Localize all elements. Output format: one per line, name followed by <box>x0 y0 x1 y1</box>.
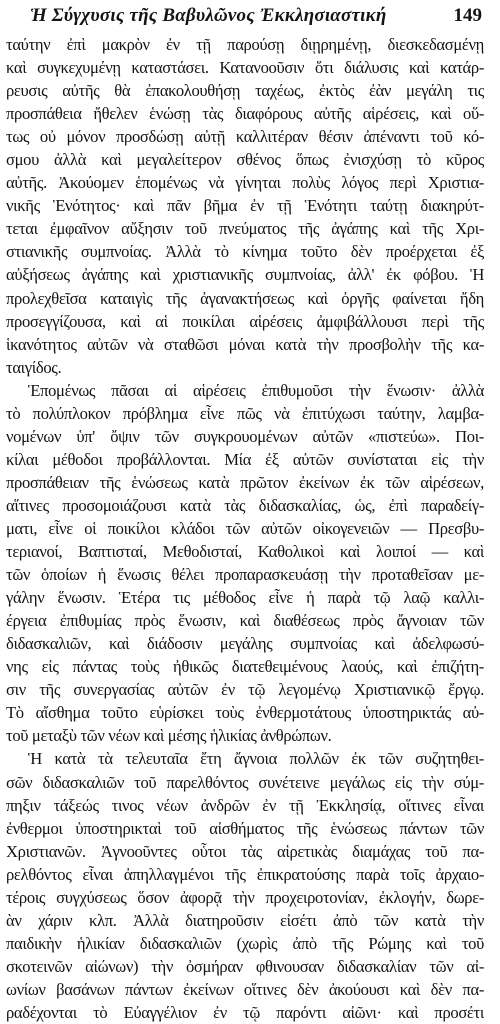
text-line: τεται ἐμφαῖνον αὔξησιν τοῦ πνεύματος τῆς ἀγάπης καὶ τῆς Χρι- <box>6 219 484 239</box>
text-line: σκοτεινῶν αἰώνων) τὴν ὀσμήραν φθινουσαν διδασκαλίαν τῶν αἰ- <box>6 956 484 976</box>
text-line: ταιγίδος. <box>6 357 62 377</box>
text-line: προλεχθεῖσα καταιγὶς τῆς ἀγανακτήσεως καὶ ὀργῆς φαίνεται ἤδη <box>6 288 484 308</box>
text-line: καὶ συγκεχυμένῃ καταστάσει. Κατανοοῦσιν ὅτι διάλυσις καὶ κατάρ- <box>6 58 484 78</box>
text-line: νικῆς Ἑνότητος· καὶ πᾶν βῆμα ἐν τῇ Ἑνότητι ταύτῃ διακηρύτ- <box>6 196 484 216</box>
text-line: αὐξήσεως ἀγάπης καὶ χριστιανικῆς συμπνοίας, ἀλλ' ἐκ φόβου. Ἡ <box>6 265 484 285</box>
text-line: προσεγγίζουσα, καὶ αἱ ποικίλαι αἱρέσεις ἀμφιβάλλουσι περὶ τῆς <box>6 311 484 331</box>
text-line: προσπάθειαν τῆς ἑνώσεως κατὰ πρῶτον ἐκείνων ἐκ τῶν αἱρέσεων, <box>6 472 484 492</box>
text-line: ρελθόντος εἶναι ἀπηλλαγμένοι τῆς ἐπικρατούσης παρὰ τοῖς ἀρχαιο- <box>6 864 484 884</box>
text-line: ρευσις αὐτῆς θὰ ἐπακολουθήσῃ ταχέως, ἐκτὸς ἐὰν μεγάλη τις <box>6 81 484 101</box>
text-line: ἐνθερμοι ὑποστηρικταὶ τοῦ αἰσθήματος τῆς ἑνώσεως πάντων τῶν <box>6 818 484 838</box>
text-line: ωνίων βασάνων πάντων ἐκείνων οἵτινες δὲν ἀκούουσι καὶ δὲν πα- <box>6 979 484 999</box>
text-line: πηξιν τάξεώς τινος νέων ἀνδρῶν ἐν τῇ Ἐκκλησίᾳ, οἵτινες εἶναι <box>6 795 484 815</box>
text-line: έργεια ἐπιθυμίας πρὸς ἕνωσιν, καὶ διαθέσεως πρὸς ἄγνοιαν τῶν <box>6 611 484 631</box>
text-line: τέροις συγχύσεως ὅσον ἀφορᾷ τὴν προχειροτονίαν, ἐκλογήν, δωρε- <box>6 887 484 907</box>
text-line: στιανικῆς συμπνοίας. Ἀλλὰ τὸ κίνημα τοῦτο δὲν προέρχεται ἐξ <box>6 242 484 262</box>
text-line: τως οὐ μόνον προσδώσῃ αὐτῇ καλλιτέραν θέσιν ἀπέναντι τοῦ κό- <box>6 127 484 147</box>
text-line: Τὸ αἴσθημα τοῦτο εὑρίσκει τοὺς ἐνθερμοτάτους ὑποστηρικτάς αὐ- <box>6 703 484 723</box>
text-line: σμου ἀλλὰ καὶ μεγαλείτερον σθένος ὅπως ἐνισχύσῃ τὸ κῦρος <box>6 150 484 170</box>
text-line: τῶν ὁποίων ἡ ἕνωσις θέλει προπαρασκευάσῃ τὴν προταθεῖσαν με- <box>6 565 484 585</box>
text-line: κίλαι μέθοδοι προβάλλονται. Μία ἐξ αὐτῶν συνίσταται εἰς τὴν <box>6 449 484 469</box>
text-line: διδασκαλιῶν, καὶ διάδοσιν μεγάλης συμπνοίας καὶ ἀδελφωσύ- <box>6 634 484 654</box>
paragraph <box>6 33 484 379</box>
text-line: Ἡ κατὰ τὰ τελευταῖα ἔτη ἄγνοια πολλῶν ἐκ τῶν συζητηθει- <box>28 749 484 769</box>
page-header <box>6 5 484 33</box>
text-line: Χριστιανῶν. Ἀγνοοῦντες οὗτοι τὰς αἱρετικὰς διαμάχας τοῦ πα- <box>6 841 484 861</box>
text-line: τοῦ μεταξὺ τῶν νέων καὶ μέσης ἡλικίας ἀνθρώπων. <box>6 726 332 746</box>
paragraph <box>6 379 484 748</box>
paragraph <box>6 747 484 1024</box>
running-title: Ἡ Σύγχυσις τῆς Βαβυλῶνος Ἐκκλησιαστική <box>30 5 387 26</box>
text-line: ταύτην ἐπὶ μακρὸν ἐν τῇ παρούσῃ διῃρημένῃ, διεσκεδασμένῃ <box>6 35 484 54</box>
text-line: σῶν διδασκαλιῶν τοῦ παρελθόντος συνέτεινε μεγάλως εἰς τὴν σύμ- <box>6 772 484 792</box>
text-line: προσπάθεια ἤθελεν ἑνώσῃ τὰς διαφόρους αὐτῆς αἱρέσεις, καὶ οὕ- <box>6 104 484 124</box>
text-line: αὐτῆς. Ἀκούομεν ἑπομένως νὰ γίνηται πολὺς λόγος περὶ Χριστια- <box>6 173 484 193</box>
text-line: ὰν χάριν κλπ. Ἀλλὰ διατηροῦσιν εἰσέτι ἀπὸ τῶν κατὰ τὴν <box>6 910 484 930</box>
text-line: γάλην ἕνωσιν. Ἑτέρα τις μέθοδος εἶνε ἡ παρὰ τῷ λαῷ καλλι- <box>6 588 484 608</box>
text-line: νης εἰς πάντας τοὺς ἠθικῶς διατεθειμένους λαούς, καὶ ἐπιζήτη- <box>6 657 484 677</box>
text-line: Ἑπομένως πᾶσαι αἱ αἱρέσεις ἐπιθυμοῦσι τὴν ἕνωσιν· ἀλλὰ <box>28 380 484 400</box>
text-line: ματι, εἶνε οἱ ποικίλοι κλάδοι τῶν αὐτῶν οἰκογενειῶν — Πρεσβυ- <box>6 518 484 538</box>
text-line: σιν τῆς συνεργασίας αὐτῶν ἐν τῷ λεγομένῳ Χριστιανικῷ ἔργῳ. <box>6 680 484 700</box>
text-line: αἵτινες προσομοιάζουσι κατὰ τὰς διδασκαλίας, ὡς, ἐπὶ παραδείγ- <box>6 495 484 515</box>
body-text <box>6 33 484 1024</box>
text-line: ραδέχονται τὸ Εὐαγγέλιον ἐν τῷ παρόντι αἰῶνι· καὶ προσέτι <box>6 1002 484 1022</box>
page-number: 149 <box>453 5 482 26</box>
text-line: παιδικὴν ἡλικίαν διδασκαλιῶν (χωρὶς ἀπὸ τῆς Ρώμης καὶ τοῦ <box>6 933 484 953</box>
text-line: τεριανοί, Βαπτισταί, Μεθοδισταί, Καθολικοὶ καὶ λοιποί — καὶ <box>6 542 484 562</box>
text-line: νομένων ὑπ' ὄψιν τῶν συγκρουομένων αὐτῶν «πιστεύω». Ποι- <box>6 426 484 446</box>
text-line: ἱκανότητος αὐτῶν νὰ σταθῶσι μόναι κατὰ τὴν προσβολὴν τῆς κα- <box>6 334 484 354</box>
text-line: τὸ πολύπλοκον πρόβλημα εἶνε πῶς νὰ ἐπιτύχωσι ταύτην, λαμβα- <box>6 403 484 423</box>
